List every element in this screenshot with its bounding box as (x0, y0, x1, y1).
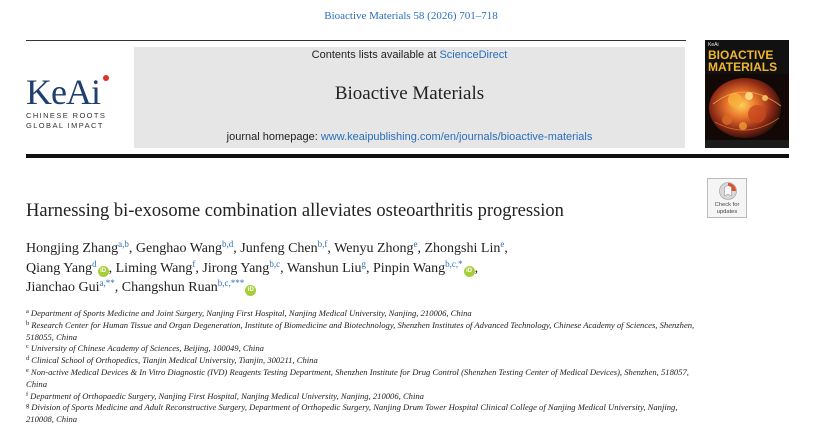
journal-homepage-line (134, 131, 685, 143)
affiliation-item (26, 367, 706, 391)
author-name[interactable] (26, 258, 113, 276)
author-separator: , (128, 241, 133, 256)
author-name-text[interactable]: Wanshun Liu (286, 260, 362, 276)
author-name-text[interactable]: Genghao Wang (135, 241, 222, 256)
author-name-text[interactable]: Jianchao Gui (26, 280, 100, 295)
journal-homepage-link[interactable]: www.keaipublishing.com/en/journals/bioactive-materials (320, 131, 593, 143)
affiliation-item (26, 391, 706, 403)
author-name[interactable] (122, 280, 257, 295)
author-name[interactable] (26, 241, 132, 256)
affiliation-letter: e (26, 366, 29, 374)
author-separator: , (233, 241, 237, 256)
sciencedirect-link[interactable]: ScienceDirect (439, 49, 508, 61)
author-affiliation-marker[interactable]: a,** (99, 278, 115, 288)
contents-prefix: Contents lists available at (311, 49, 440, 61)
affiliation-item (26, 355, 706, 367)
orcid-icon[interactable]: iD (98, 266, 109, 277)
affiliation-text: University of Chinese Academy of Sciences, Beijing, 100049, China (30, 343, 264, 354)
author-affiliation-marker[interactable]: g (361, 258, 367, 269)
orcid-icon[interactable]: iD (245, 285, 256, 296)
author-separator: , (280, 260, 284, 276)
journal-header-box (134, 47, 685, 148)
author-affiliation-marker[interactable]: b,c,* (445, 258, 463, 269)
logo-wordmark: KeAi (26, 72, 100, 112)
author-name-text[interactable]: Wenyu Zhong (334, 241, 414, 256)
affiliation-text: Research Center for Human Tissue and Organ Degeneration, Institute of Biomedicine and Biotechnology, Shenzhen Institutes of Advanced Technology, Chinese Academy of Sciences, Shenzhen, 518055, China (26, 319, 695, 342)
affiliation-item (26, 308, 706, 320)
homepage-prefix: journal homepage: (226, 131, 321, 143)
author-name[interactable] (136, 241, 237, 256)
author-name-text[interactable]: Jirong Yang (202, 260, 270, 276)
journal-cover-image[interactable] (705, 40, 789, 148)
author-list (26, 239, 706, 298)
affiliation-letter: a (26, 308, 29, 315)
author-name[interactable] (115, 258, 199, 276)
check-for-updates-line-1: Check for (714, 202, 740, 208)
author-name[interactable] (334, 241, 421, 256)
author-affiliation-marker[interactable]: b,c (269, 258, 281, 269)
affiliation-letter: g (26, 402, 30, 410)
author-separator: , (195, 260, 199, 276)
contents-available-line (134, 49, 685, 61)
author-affiliation-marker[interactable]: b,d (222, 239, 234, 249)
cover-title (708, 49, 777, 73)
author-name[interactable] (240, 241, 331, 256)
author-name-text[interactable]: Junfeng Chen (240, 241, 318, 256)
check-for-updates-badge[interactable] (707, 178, 747, 218)
affiliation-text: Division of Sports Medicine and Adult Reconstructive Surgery, Department of Orthopedic Surgery, Nanjing Drum Tower Hospital Clinical College of Nanjing Medical University, Nanjing, 210008, China (26, 402, 678, 425)
author-affiliation-marker[interactable]: b,f (317, 239, 328, 249)
orcid-icon[interactable]: iD (464, 266, 475, 277)
cover-title-line-2: MATERIALS (708, 60, 778, 74)
journal-title: Bioactive Materials (334, 83, 485, 104)
affiliation-item (26, 320, 706, 344)
keai-logo (26, 74, 126, 130)
logo-tagline-2: GLOBAL IMPACT (26, 121, 104, 130)
check-for-updates-line-2: updates (716, 208, 738, 215)
author-name[interactable] (286, 258, 370, 276)
author-affiliation-marker[interactable]: e (413, 239, 418, 249)
affiliation-letter: c (26, 343, 29, 351)
author-separator: , (114, 280, 119, 295)
affiliation-text: Department of Sports Medicine and Joint Surgery, Nanjing First Hospital, Nanjing Medical University, Nanjing, 210006, China (30, 308, 472, 318)
article-title: Harnessing bi-exosome combination alleviates osteoarthritis progression (26, 201, 564, 221)
author-name-text[interactable]: Hongjing Zhang (26, 241, 119, 256)
affiliation-list (26, 308, 706, 426)
author-separator: , (327, 241, 331, 256)
author-separator: , (108, 260, 113, 276)
author-name-text[interactable]: Pinpin Wang (373, 260, 446, 276)
author-affiliation-marker[interactable]: e (500, 239, 505, 249)
author-affiliation-marker[interactable]: b,c,*** (217, 278, 245, 288)
author-name-text[interactable]: Qiang Yang (26, 260, 93, 276)
journal-citation[interactable]: Bioactive Materials 58 (2026) 701–718 (324, 10, 498, 22)
affiliation-item (26, 343, 706, 355)
author-name[interactable] (425, 241, 508, 256)
author-name-text[interactable]: Changshun Ruan (121, 280, 218, 295)
author-name-text[interactable]: Liming Wang (115, 260, 193, 276)
author-affiliation-marker[interactable]: d (92, 258, 97, 269)
cover-publisher-label: KeAi (708, 42, 719, 48)
check-for-updates-icon (719, 182, 737, 202)
check-for-updates-label (708, 202, 746, 215)
author-affiliation-marker[interactable]: f (192, 258, 196, 269)
header-bottom-rule (26, 154, 789, 158)
author-name-text[interactable]: Zhongshi Lin (424, 241, 501, 256)
header-top-rule (26, 40, 686, 41)
affiliation-item (26, 402, 706, 426)
affiliation-letter: f (26, 390, 29, 398)
cover-artwork (705, 74, 789, 148)
affiliation-letter: d (26, 355, 30, 363)
author-name[interactable] (26, 280, 118, 295)
affiliation-letter: b (26, 319, 30, 327)
author-name[interactable] (373, 258, 479, 276)
affiliation-text: Department of Orthopaedic Surgery, Nanjing First Hospital, Nanjing Medical University, Nanjing, 210006, China (30, 390, 424, 401)
author-separator: , (366, 260, 370, 276)
affiliation-text: Non-active Medical Devices & In Vitro Diagnostic (IVD) Reagents Testing Department, Shenzhen Institute for Drug Control (Shenzhen Testing Center of Medical Devices), Shenzhen, 518057, China (26, 366, 689, 389)
logo-tagline-1: CHINESE ROOTS (26, 111, 107, 120)
affiliation-text: Clinical School of Orthopedics, Tianjin Medical University, Tianjin, 300211, China (31, 355, 318, 366)
cover-title-line-1: BIOACTIVE (708, 48, 774, 62)
author-name[interactable] (202, 258, 284, 276)
author-affiliation-marker[interactable]: a,b (118, 239, 129, 249)
author-separator: , (474, 260, 479, 276)
author-separator: , (504, 241, 508, 256)
author-separator: , (417, 241, 421, 256)
logo-red-dot (103, 75, 109, 81)
